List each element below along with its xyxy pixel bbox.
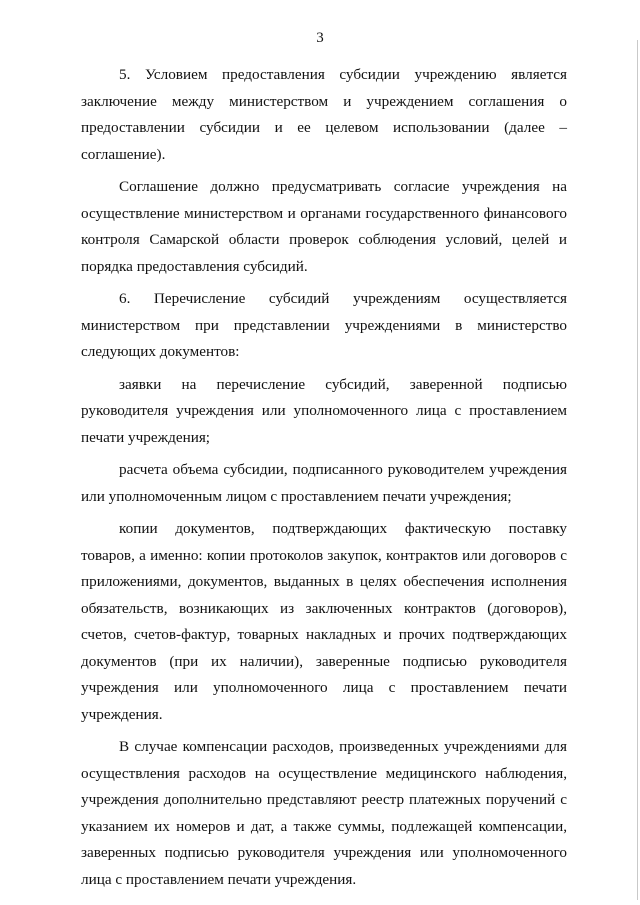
paragraph-copies-item: копии документов, подтверждающих фактическую поставку товаров, а именно: копии протоколов закупок, контрактов или договоров с приложениями, документов, выданных в целях обеспечения исполнения обязательств, возникающих из заключенных контрактов (договоров), счетов, счетов-фактур, товарных накладных и прочих подтверждающих документов (при их наличии), заверенные подписью руководителя учреждения или уполномоченного лица с проставлением печати учреждения. bbox=[81, 520, 567, 723]
paragraph-subsidy-condition: 5. Условием предоставления субсидии учреждению является заключение между министерством и учреждением соглашения о предоставлении субсидии и ее целевом использовании (далее – соглашение). bbox=[81, 66, 567, 163]
paragraph-agreement-consent: Соглашение должно предусматривать согласие учреждения на осуществление министерством и органами государственного финансового контроля Самарской области проверок соблюдения условий, целей и порядка предоставления субсидий. bbox=[81, 178, 567, 275]
document-body bbox=[81, 62, 567, 899]
paragraph-compensation: В случае компенсации расходов, произведенных учреждениями для осуществления расходов на осуществление медицинского наблюдения, учреждения дополнительно представляют реестр платежных поручений с указанием их номеров и дат, а также суммы, подлежащей компенсации, заверенных подписью руководителя учреждения или уполномоченного лица с проставлением печати учреждения. bbox=[81, 738, 567, 888]
paragraph-application-item: заявки на перечисление субсидий, заверенной подписью руководителя учреждения или уполномоченного лица с проставлением печати учреждения; bbox=[81, 375, 567, 446]
paragraph-calculation-item: расчета объема субсидии, подписанного руководителем учреждения или уполномоченным лицом с проставлением печати учреждения; bbox=[81, 461, 567, 505]
paragraph-transfer-documents: 6. Перечисление субсидий учреждениям осуществляется министерством при представлении учреждениями в министерство следующих документов: bbox=[81, 290, 567, 360]
scan-edge-line bbox=[637, 40, 638, 900]
page-number: 3 bbox=[316, 30, 324, 46]
